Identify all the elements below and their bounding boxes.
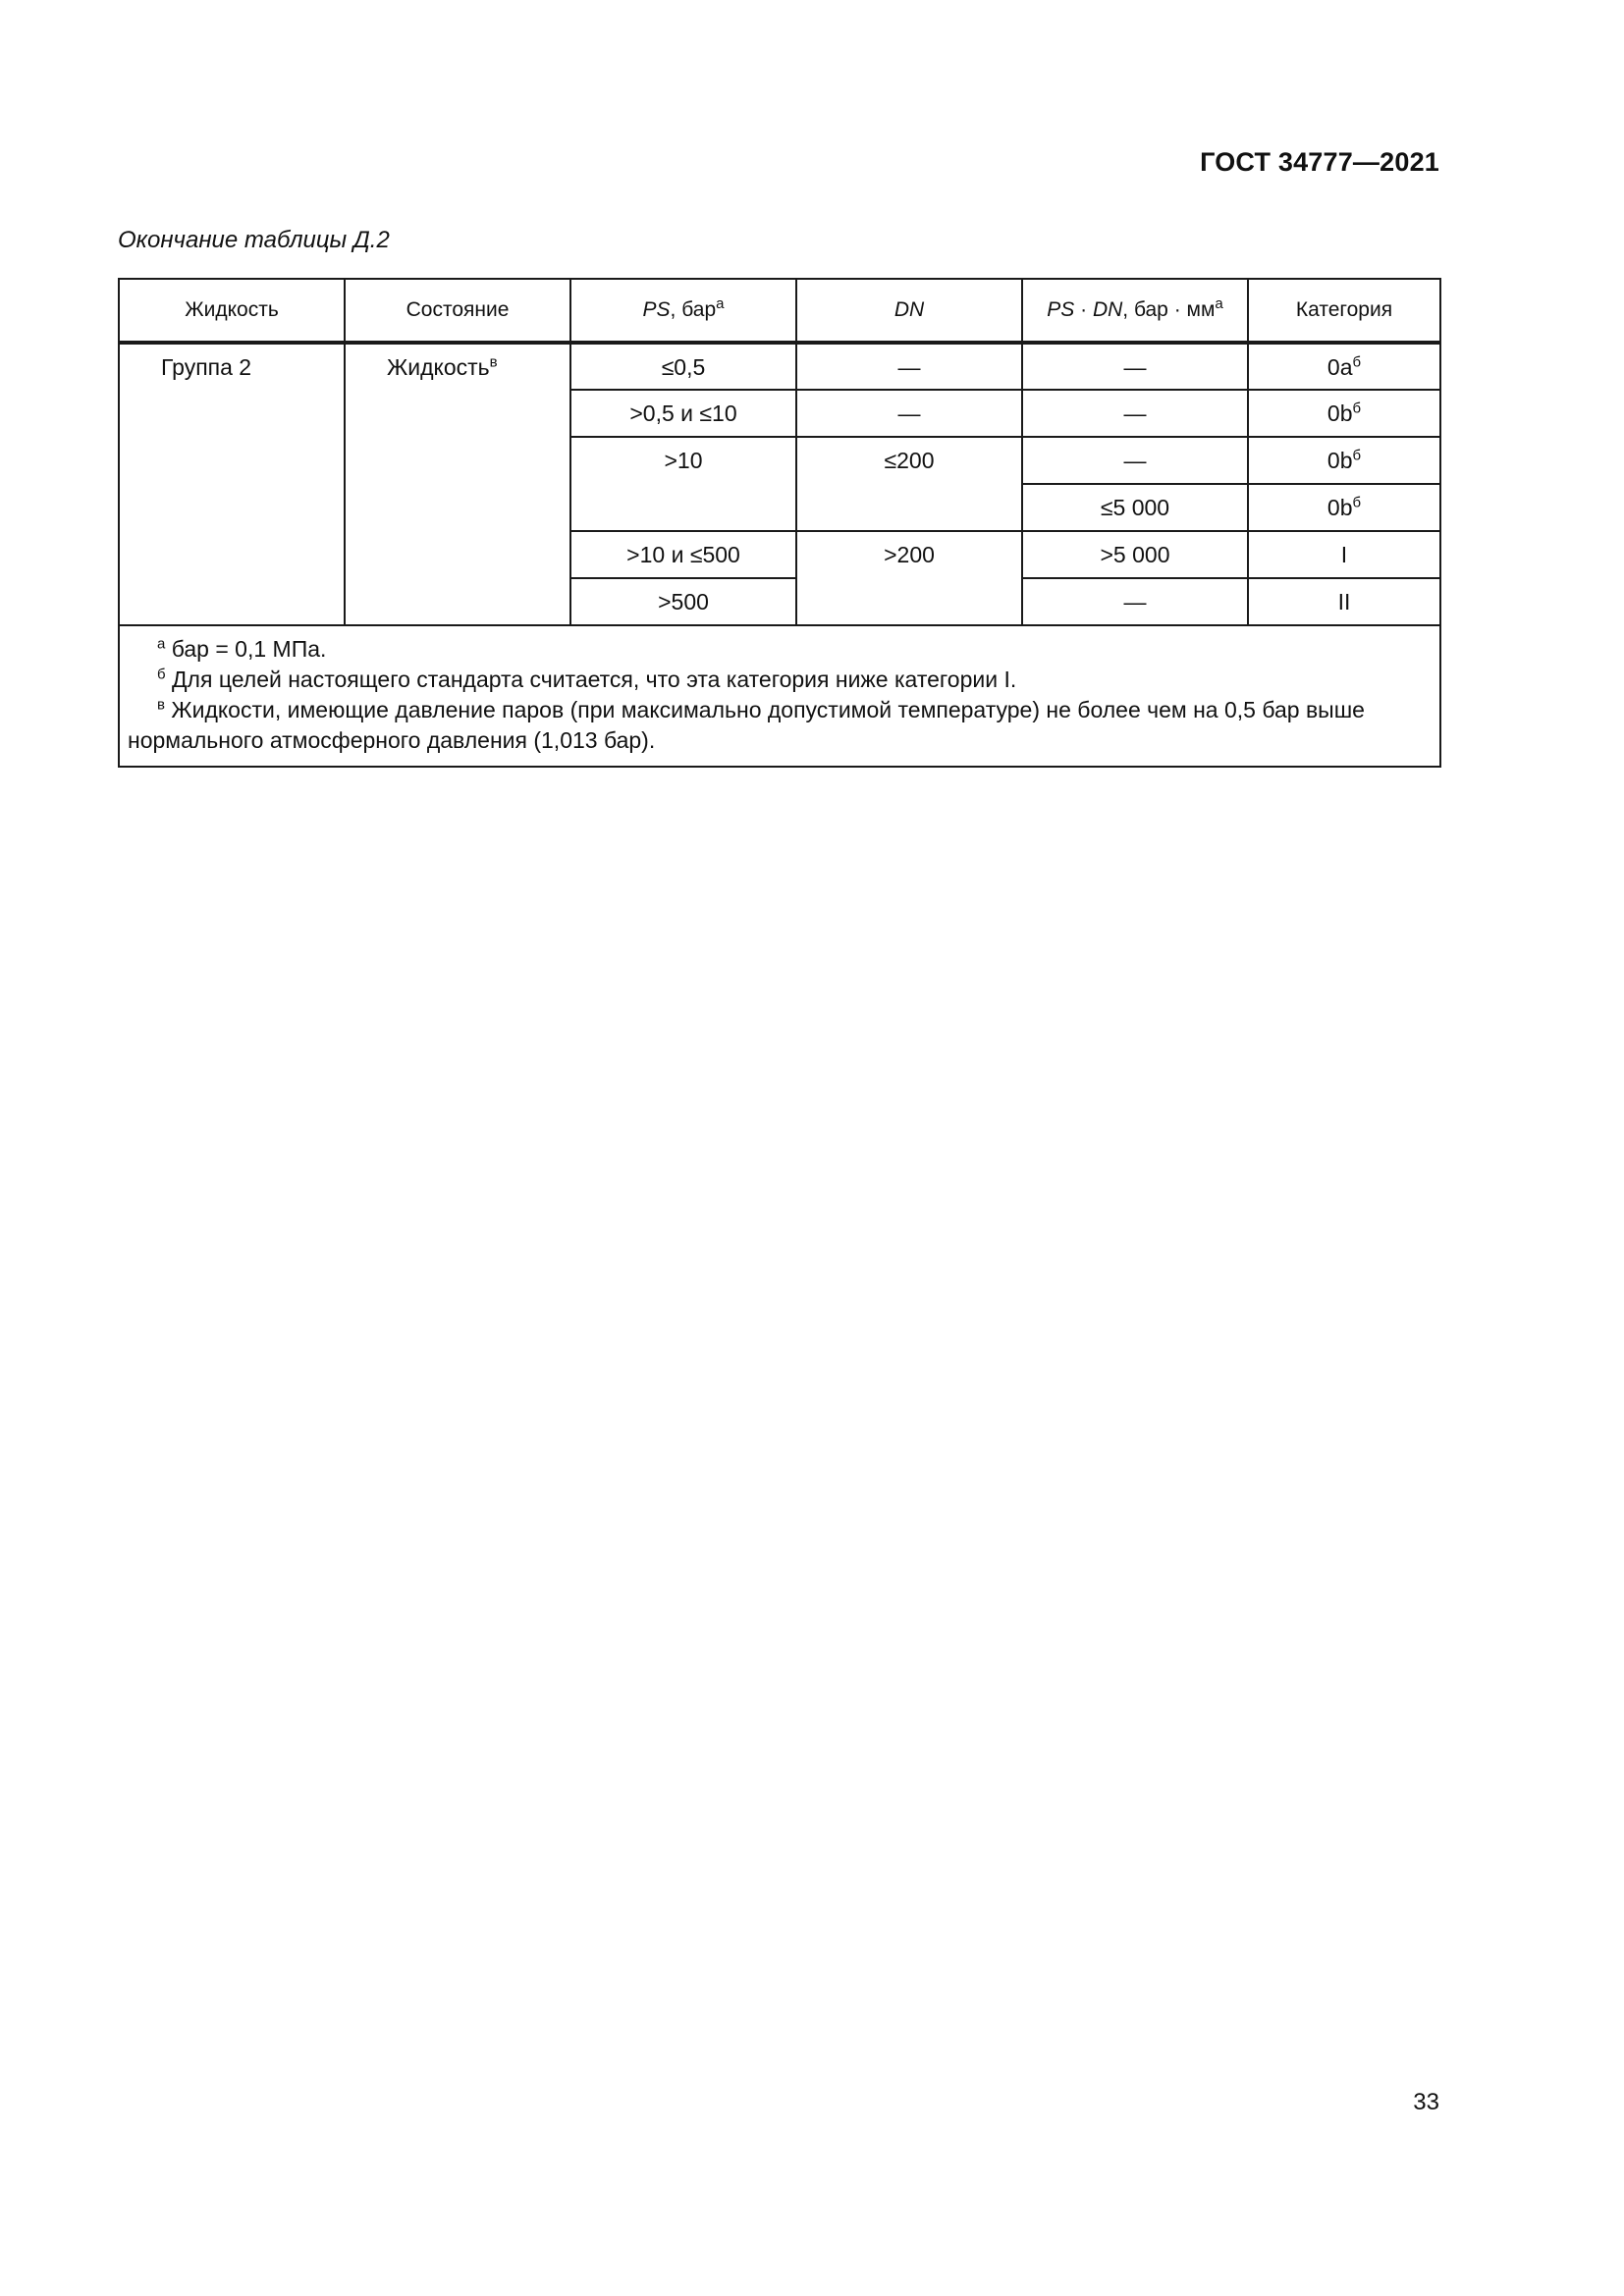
- category-value: 0b: [1326, 495, 1353, 520]
- category-footnote-mark: б: [1352, 353, 1362, 371]
- cell-psdn: >5 000: [1022, 531, 1248, 578]
- header-psdn-dot: ·: [1074, 298, 1093, 321]
- cell-state: [345, 343, 570, 625]
- footnote-a: [128, 634, 1428, 665]
- cell-category: [1248, 484, 1440, 531]
- table-header-row: [119, 279, 1440, 343]
- header-psdn-symbol-dn: DN: [1092, 298, 1123, 321]
- cell-ps: >0,5 и ≤10: [570, 390, 796, 437]
- header-category: Категория: [1248, 279, 1440, 343]
- cell-psdn: —: [1022, 437, 1248, 484]
- header-ps-footnote-mark: а: [716, 295, 725, 312]
- footnote-v: [128, 695, 1428, 756]
- cell-ps: >10 и ≤500: [570, 531, 796, 578]
- category-footnote-mark: б: [1352, 447, 1362, 464]
- cell-ps: >10: [570, 437, 796, 531]
- cell-state-footnote-mark: в: [489, 353, 498, 371]
- table-notes: [119, 625, 1440, 767]
- category-value: 0a: [1326, 354, 1353, 380]
- cell-psdn: —: [1022, 578, 1248, 625]
- footnote-mark: б: [157, 666, 166, 683]
- footnote-b: [128, 665, 1428, 695]
- cell-ps: >500: [570, 578, 796, 625]
- cell-dn: —: [796, 343, 1022, 390]
- category-footnote-mark: б: [1352, 400, 1362, 417]
- document-id: ГОСТ 34777—2021: [1200, 147, 1439, 177]
- cell-ps: ≤0,5: [570, 343, 796, 390]
- footnote-text: бар = 0,1 МПа.: [165, 636, 327, 662]
- table-notes-row: [119, 625, 1440, 767]
- cell-state-text: Жидкость: [387, 354, 490, 380]
- footnote-text: Для целей настоящего стандарта считается, что эта категория ниже категории I.: [165, 667, 1017, 692]
- cell-psdn: ≤5 000: [1022, 484, 1248, 531]
- cell-psdn: —: [1022, 390, 1248, 437]
- cell-category: [1248, 343, 1440, 390]
- cell-dn: >200: [796, 531, 1022, 625]
- cell-dn: —: [796, 390, 1022, 437]
- header-ps-dn: [1022, 279, 1248, 343]
- cell-category: I: [1248, 531, 1440, 578]
- header-psdn-unit: , бар · мм: [1122, 298, 1216, 321]
- header-psdn-footnote-mark: а: [1215, 295, 1223, 312]
- header-dn-symbol: DN: [893, 298, 925, 321]
- page-number: 33: [1413, 2089, 1439, 2115]
- cell-psdn: —: [1022, 343, 1248, 390]
- header-ps-unit: , бар: [670, 298, 717, 321]
- footnote-mark: в: [157, 696, 165, 714]
- category-value: 0b: [1326, 448, 1353, 473]
- cell-category: [1248, 437, 1440, 484]
- category-footnote-mark: б: [1352, 494, 1362, 511]
- header-dn: [796, 279, 1022, 343]
- cell-dn: ≤200: [796, 437, 1022, 531]
- header-state: Состояние: [345, 279, 570, 343]
- cell-group: Группа 2: [119, 343, 345, 625]
- header-ps: [570, 279, 796, 343]
- footnote-mark: а: [157, 635, 166, 653]
- classification-table: [118, 278, 1441, 768]
- cell-category: [1248, 390, 1440, 437]
- footnote-text: Жидкости, имеющие давление паров (при максимально допустимой температуре) не более чем на 0,5 бар выше нормального атмосферного давления (1,013 бар).: [128, 697, 1365, 753]
- header-fluid: Жидкость: [119, 279, 345, 343]
- header-ps-symbol: PS: [642, 298, 671, 321]
- header-psdn-symbol-ps: PS: [1047, 298, 1075, 321]
- table-row: [119, 343, 1440, 390]
- cell-category: II: [1248, 578, 1440, 625]
- classification-table-wrapper: [118, 278, 1439, 768]
- category-value: 0b: [1326, 400, 1353, 426]
- table-caption: Окончание таблицы Д.2: [118, 227, 390, 253]
